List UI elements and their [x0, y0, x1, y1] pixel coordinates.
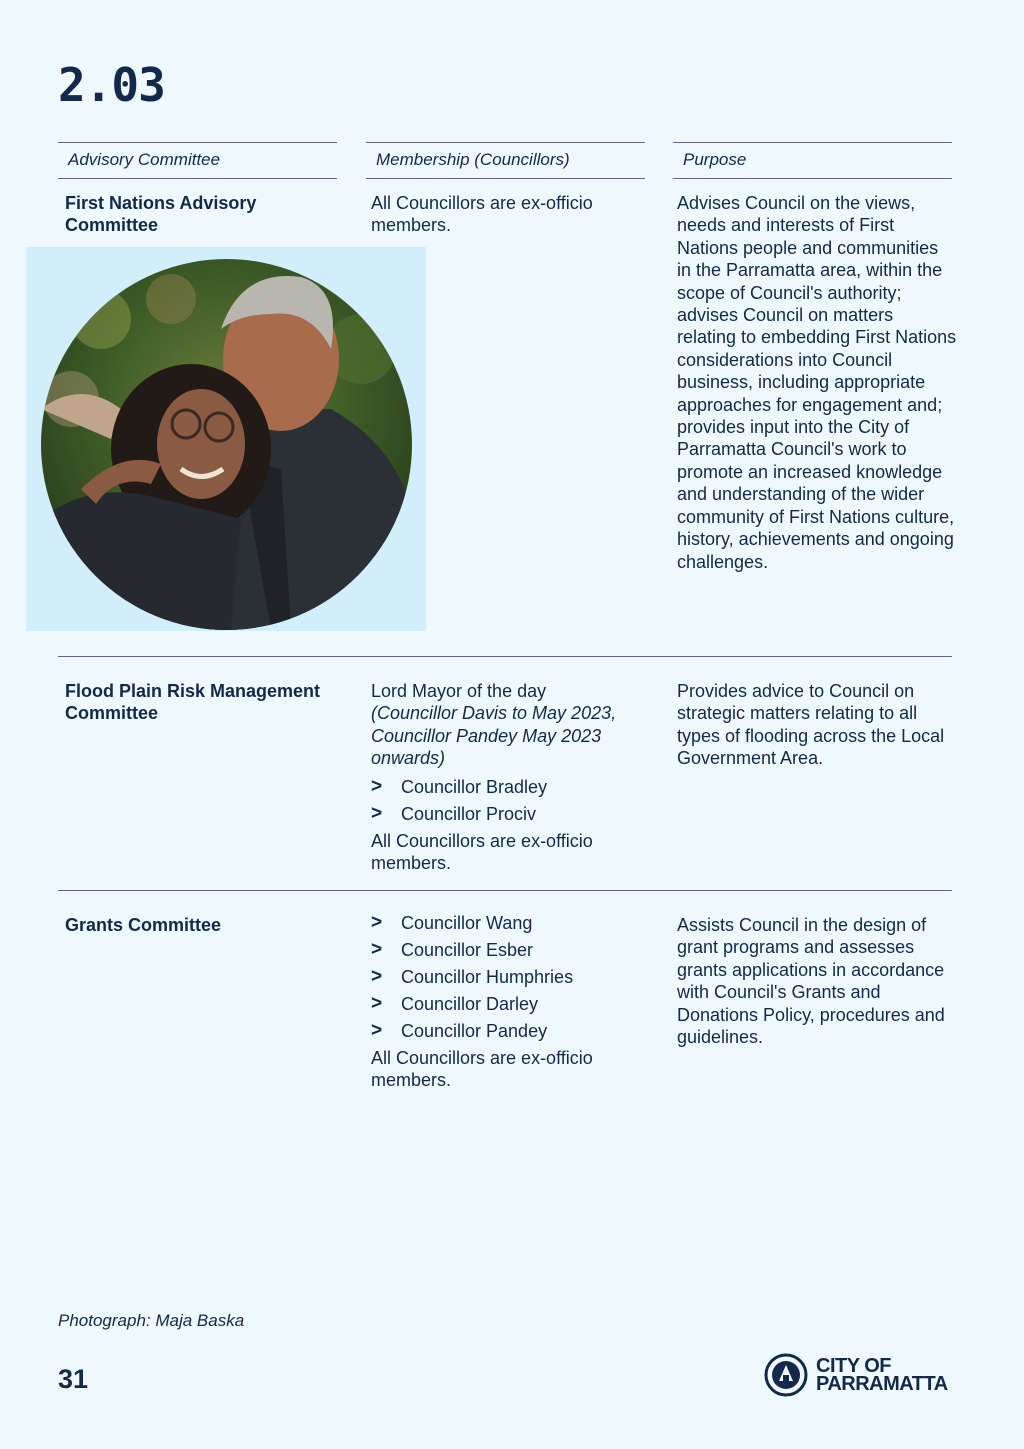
chevron-right-icon: > [371, 912, 383, 934]
purpose-text: Provides advice to Council on strategic matters relating to all types of flooding across the Local Government Area. [677, 681, 945, 769]
chevron-right-icon: > [371, 966, 383, 988]
city-of-parramatta-logo [764, 1352, 954, 1398]
page-number: 31 [58, 1364, 89, 1394]
chevron-right-icon: > [371, 939, 383, 961]
membership-text: All Councillors are ex-officio members. [371, 830, 593, 874]
list-item: > Councillor Humphries [371, 966, 574, 988]
membership-text: All Councillors are ex-officio members. [371, 1048, 593, 1091]
list-item: > Councillor Bradley [371, 775, 548, 797]
purpose-text: Assists Council in the design of grant programs and assesses grants applications in accordance with Council's Grants and Donations Policy, procedures and guidelines. [677, 915, 945, 1048]
committee-name: Flood Plain Risk Management Committee [65, 681, 321, 724]
chevron-right-icon: > [371, 775, 383, 797]
chevron-right-icon: > [371, 993, 383, 1015]
logo-text: CITY OF PARRAMATTA [816, 1355, 948, 1395]
section-number: 2.03 [58, 58, 165, 112]
membership-block [371, 910, 641, 1092]
list-item: > Councillor Wang [371, 912, 533, 934]
row-divider [58, 890, 952, 891]
couple-embrace-photo [41, 259, 412, 630]
membership-note: (Councillor Davis to May 2023, Councillor Pandey May 2023 onwards) [371, 703, 617, 769]
council-crest-icon [764, 1353, 808, 1397]
committee-name: First Nations Advisory Committee [65, 193, 257, 236]
committee-name: Grants Committee [65, 915, 222, 935]
list-item: > Councillor Esber [371, 939, 534, 961]
purpose-text: Advises Council on the views, needs and interests of First Nations people and communities in the Parramatta area, within the scope of Council's authority; advises Council on matters relating to embedding First Nations considerations into Council business, including appropriate approaches for engagement and; provides input into the City of Parramatta Council's work to promote an increased knowledge and understanding of the wider community of First Nations culture, history, achievements and ongoing challenges. [677, 193, 957, 572]
membership-text: All Councillors are ex-officio members. [371, 193, 593, 236]
list-item: > Councillor Prociv [371, 802, 537, 824]
photo-caption: Photograph: Maja Baska [58, 1311, 245, 1330]
row-divider [58, 656, 952, 657]
list-item: > Councillor Pandey [371, 1020, 548, 1042]
header-purpose: Purpose [673, 142, 952, 179]
membership-block [371, 680, 641, 874]
member-list [371, 774, 641, 828]
chevron-right-icon: > [371, 1020, 383, 1042]
list-item: > Councillor Darley [371, 993, 539, 1015]
header-advisory-committee: Advisory Committee [58, 142, 337, 179]
header-membership: Membership (Councillors) [366, 142, 645, 179]
member-list [371, 910, 641, 1045]
chevron-right-icon: > [371, 802, 383, 824]
membership-lead: Lord Mayor of the day [371, 681, 547, 701]
